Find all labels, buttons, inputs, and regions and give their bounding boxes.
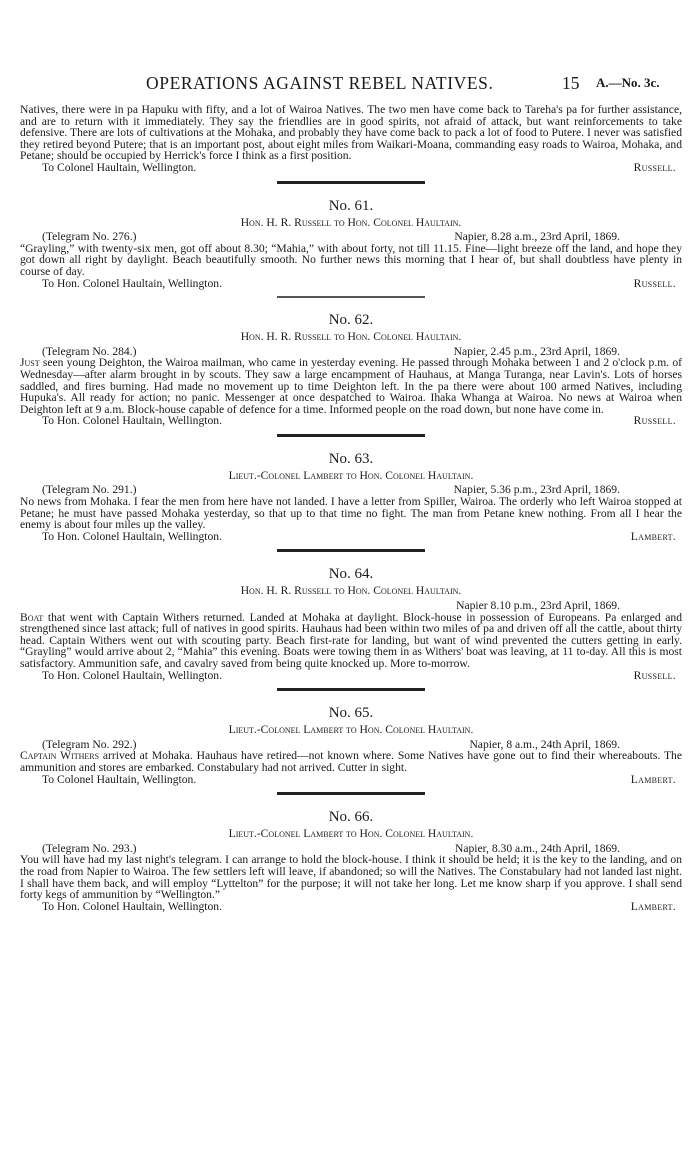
intro-addressee: To Colonel Haultain, Wellington. — [42, 160, 197, 174]
document-63 — [20, 451, 682, 553]
telegram-number: (Telegram No. 292.) — [42, 737, 137, 751]
document-62 — [20, 312, 682, 437]
document-64 — [20, 566, 682, 691]
body-text: that went with Captain Withers returned. Landed at Mohaka at daylight. Block-house in possession of Europeans. Pa enlarged and strengthened since last attack; full of natives in good spirits. Hauhaus had been within two miles of pa and driven off all the cattle, about thirty head. Captain Withers went out with scouting party. Beach first-rate for landing, but want of wind prevented the cutters getting in early. “Grayling” would arrive about 2, “Mahia” this evening. Boats were towing them in as Withers' boat was leaving, at 11 to-day. All this is most satisfactory. Ammunition safe, and cavalry saved from being quite knocked up. More to-morrow. — [20, 610, 682, 670]
place-date: Napier 8.10 p.m., 23rd April, 1869. — [456, 599, 620, 613]
address-line — [20, 531, 682, 543]
place-date: Napier, 5.36 p.m., 23rd April, 1869. — [453, 483, 620, 497]
lead-word: Captain Withers — [20, 749, 100, 763]
document-number: No. 62. — [328, 312, 374, 329]
document-body — [20, 357, 682, 415]
document-from-to: Hon. H. R. Russell to Hon. Colonel Haultain. — [240, 330, 462, 344]
document-61 — [20, 198, 682, 299]
signature: Lambert. — [630, 529, 676, 543]
section-rule — [277, 792, 425, 795]
telegram-number: (Telegram No. 284.) — [42, 344, 137, 358]
intro-block — [20, 104, 682, 184]
section-rule — [277, 688, 425, 691]
paper-reference: A.—No. 3c. — [596, 75, 660, 90]
document-body: “Grayling,” with twenty-six men, got off about 8.30; “Mahia,” with about forty, not till 11.15. Fine—light breeze off the land, and hope they got down all right by daylight. Beach beautifully smooth. No further news this morning that I hear of, but shall doubtless have plenty in course of day. — [20, 241, 682, 278]
page-content — [20, 104, 682, 912]
section-rule — [277, 181, 425, 184]
lead-word: Just — [20, 356, 40, 370]
document-66 — [20, 809, 682, 912]
addressee: To Colonel Haultain, Wellington. — [42, 772, 197, 786]
place-date: Napier, 8.28 a.m., 23rd April, 1869. — [454, 230, 620, 244]
page-header — [0, 73, 700, 97]
telegram-number: (Telegram No. 276.) — [42, 230, 137, 244]
body-text: seen young Deighton, the Wairoa mailman, who came in yesterday evening. He passed through Mohaka between 1 and 2 o'clock p.m. of Wednesday—after alarm brought in by scouts. They saw a large encampment of Hauhaus, at Manga Turanga, near Lavin's. Lots of horses saddled, and fires burning. Had made no movement up to time Deighton left. In the pa there were about 100 armed Natives, including Hupuka's. All ready for action; no panic. Messenger at once despatched to Wairoa. Ihaka Whanga at Wairoa. No news at Wairoa when Deighton left at 9 a.m. Block-house capable of defence for a time. Informed people on the road down, but none have come in. — [20, 356, 682, 416]
section-rule — [277, 549, 425, 552]
place-date: Napier, 8 a.m., 24th April, 1869. — [469, 737, 620, 751]
page-number: 15 — [562, 73, 580, 93]
section-rule — [277, 296, 425, 298]
document-number: No. 63. — [328, 450, 374, 467]
section-rule — [277, 434, 425, 437]
document-number: No. 64. — [328, 566, 374, 583]
telegram-number: (Telegram No. 293.) — [42, 841, 137, 855]
document-body — [20, 750, 682, 773]
document-from-to: Hon. H. R. Russell to Hon. Colonel Haultain. — [240, 215, 462, 229]
signature: Lambert. — [630, 899, 676, 913]
document-number: No. 61. — [328, 197, 374, 214]
place-date: Napier, 8.30 a.m., 24th April, 1869. — [454, 841, 620, 855]
addressee: To Hon. Colonel Haultain, Wellington. — [42, 899, 222, 913]
intro-text: Natives, there were in pa Hapuku with fifty, and a lot of Wairoa Natives. The two men have come back to Tareha's pa for further assistance, and are to return with it immediately. They say the friendlies are in good spirits, not afraid of attack, but want reinforcements to take defensive. There are lots of cultivations at the Mohaka, and probably they have come back to pack a lot of food to Putere. I never was satisfied they retired beyond Putere; that is an important post, about eight miles from Waikari-Moana, commanding easy roads to Wairoa, Mohaka, and Petane; should be occupied by Herrick's force I think as a first position. — [20, 103, 682, 163]
address-line — [20, 670, 682, 682]
addressee: To Hon. Colonel Haultain, Wellington. — [42, 668, 222, 682]
signature: Lambert. — [630, 772, 676, 786]
addressee: To Hon. Colonel Haultain, Wellington. — [42, 529, 222, 543]
document-body: You will have had my last night's telegram. I can arrange to hold the block-house. I think it should be held; it is the key to the landing, and on the road from Napier to Wairoa. The few settlers left will leave, if abandoned; so will the Natives. The Constabulary had not landed last night. I shall have them back, and will employ “Lyttelton” for the purpose; it will not take her long. Let me know sharp if you approve. I shall send forty kegs of ammunition by “Wellington.” — [20, 853, 682, 902]
running-title: OPERATIONS AGAINST REBEL NATIVES. — [146, 73, 494, 93]
document-body — [20, 612, 682, 670]
address-line — [20, 415, 682, 427]
intro-address-line — [20, 162, 682, 174]
document-from-to: Lieut.-Colonel Lambert to Hon. Colonel Haultain. — [228, 468, 474, 482]
document-from-to: Lieut.-Colonel Lambert to Hon. Colonel Haultain. — [228, 827, 474, 841]
telegram-line — [20, 231, 682, 243]
addressee: To Hon. Colonel Haultain, Wellington. — [42, 414, 222, 428]
signature: Russell. — [633, 276, 676, 290]
place-date: Napier, 2.45 p.m., 23rd April, 1869. — [453, 344, 620, 358]
addressee: To Hon. Colonel Haultain, Wellington. — [42, 276, 222, 290]
document-65 — [20, 705, 682, 795]
signature: Russell. — [633, 414, 676, 428]
body-text: arrived at Mohaka. Hauhaus have retired—not known where. Some Natives have gone out to find their whereabouts. The ammunition and stores are embarked. Constabulary had not arrived. Cutter in sight. — [20, 749, 682, 774]
telegram-number: (Telegram No. 291.) — [42, 483, 137, 497]
document-from-to: Lieut.-Colonel Lambert to Hon. Colonel Haultain. — [228, 723, 474, 737]
address-line — [20, 901, 682, 913]
signature: Russell. — [633, 668, 676, 682]
document-from-to: Hon. H. R. Russell to Hon. Colonel Haultain. — [240, 584, 462, 598]
address-line — [20, 774, 682, 786]
intro-signature: Russell. — [633, 160, 676, 174]
document-body: No news from Mohaka. I fear the men from here have not landed. I have a letter from Spiller, Wairoa. The orderly who left Wairoa stopped at Petane; he must have passed Mohaka yesterday, so that up to that time no fight. The man from Petane knew nothing. From all I hear the enemy is about four miles up the valley. — [20, 495, 682, 532]
document-number: No. 65. — [328, 705, 374, 722]
lead-word: Boat — [20, 610, 44, 624]
document-number: No. 66. — [328, 809, 374, 826]
address-line — [20, 278, 682, 290]
